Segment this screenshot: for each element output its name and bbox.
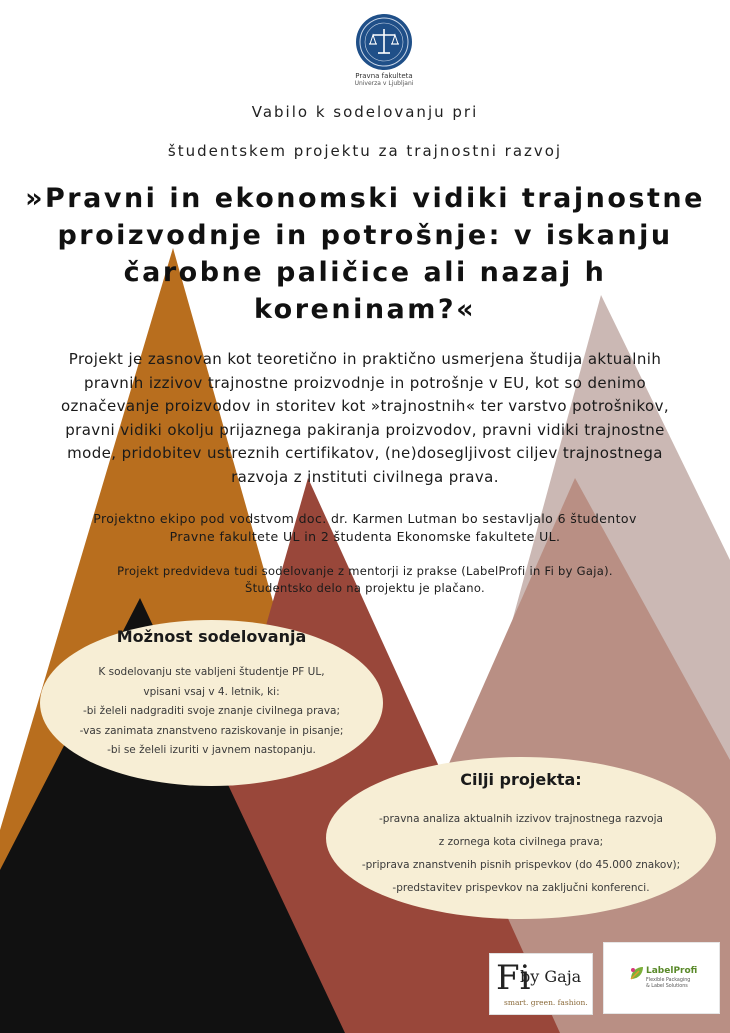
intro-line-2: pravnih izzivov trajnostne proizvodnje in potrošnje v EU, kot so denimo	[83, 373, 647, 392]
team-line-1: Projektno ekipo pod vodstvom doc. dr. Karmen Lutman bo sestavljalo 6 študentov	[93, 511, 637, 526]
intro-line-4: pravni vidiki okolju prijaznega pakiranja proizvodov, pravni vidiki trajnostne	[65, 420, 665, 439]
project-title	[20, 180, 710, 328]
fi-mark: Fi	[496, 958, 531, 998]
goals-line-2: z zornega kota civilnega prava;	[438, 836, 604, 848]
participation-line-5: -bi se želeli izuriti v javnem nastopanju.	[107, 744, 316, 757]
participation-line-2: vpisani vsaj v 4. letnik, ki:	[143, 685, 280, 698]
mentors-paragraph	[20, 563, 710, 597]
title-line-2: proizvodnje in potrošnje: v iskanju	[57, 220, 673, 251]
invite-line-1: Vabilo k sodelovanju pri	[251, 103, 479, 121]
goals-line-1: -pravna analiza aktualnih izzivov trajnostnega razvoja	[379, 813, 663, 825]
goals-text	[330, 808, 712, 900]
mentors-line-2: Študentsko delo na projektu je plačano.	[245, 581, 485, 595]
participation-text	[55, 663, 368, 761]
fi-by-gaja-logo	[489, 953, 593, 1015]
labelprofi-tag-1: Flexible Packaging	[646, 978, 691, 983]
faculty-seal-icon	[356, 14, 412, 70]
intro-line-1: Projekt je zasnovan kot teoretično in praktično usmerjena študija aktualnih	[68, 350, 662, 368]
title-line-4: koreninam?«	[253, 294, 477, 325]
faculty-name: Pravna fakulteta	[355, 72, 413, 80]
title-line-3: čarobne paličice ali nazaj h	[123, 257, 607, 288]
leaf-icon	[629, 965, 645, 981]
invite-line-2: študentskem projektu za trajnostni razvoj	[167, 142, 563, 160]
university-name: Univerza v Ljubljani	[354, 80, 414, 87]
project-intro	[28, 348, 702, 489]
intro-line-3: označevanje proizvodov in storitev kot »trajnostnih« ter varstvo potrošnikov,	[60, 397, 670, 415]
labelprofi-tagline	[646, 978, 690, 989]
team-line-2: Pravne fakultete UL in 2 študenta Ekonomske fakultete UL.	[169, 529, 561, 544]
participation-line-3: -bi želeli nadgraditi svoje znanje civilnega prava;	[82, 705, 341, 718]
faculty-logo	[353, 14, 415, 87]
labelprofi-name: LabelProfi	[646, 966, 698, 976]
team-paragraph	[20, 510, 710, 546]
participation-line-4: -vas zanimata znanstveno raziskovanje in pisanje;	[79, 724, 344, 737]
labelprofi-logo	[603, 942, 720, 1014]
participation-title: Možnost sodelovanja	[116, 627, 307, 646]
labelprofi-tag-2: & Label Solutions	[646, 983, 688, 989]
goals-line-3: -priprava znanstvenih pisnih prispevkov (do 45.000 znakov);	[361, 859, 681, 871]
goals-line-4: -predstavitev prispevkov na zaključni konferenci.	[392, 882, 650, 894]
fi-tagline: smart. green. fashion.	[504, 998, 588, 1007]
fi-brand-name: by Gaja	[520, 967, 582, 986]
participation-line-1: K sodelovanju ste vabljeni študentje PF UL,	[98, 666, 325, 678]
title-line-1: »Pravni in ekonomski vidiki trajnostne	[25, 183, 705, 214]
intro-line-5: mode, pridobitev ustreznih certifikatov, (ne)dosegljivost ciljev trajnostnega	[67, 444, 663, 462]
goals-title: Cilji projekta:	[460, 770, 582, 789]
intro-line-6: razvoja z instituti civilnega prava.	[231, 467, 499, 486]
mentors-line-1: Projekt predvideva tudi sodelovanje z mentorji iz prakse (LabelProfi in Fi by Gaja).	[117, 564, 613, 578]
